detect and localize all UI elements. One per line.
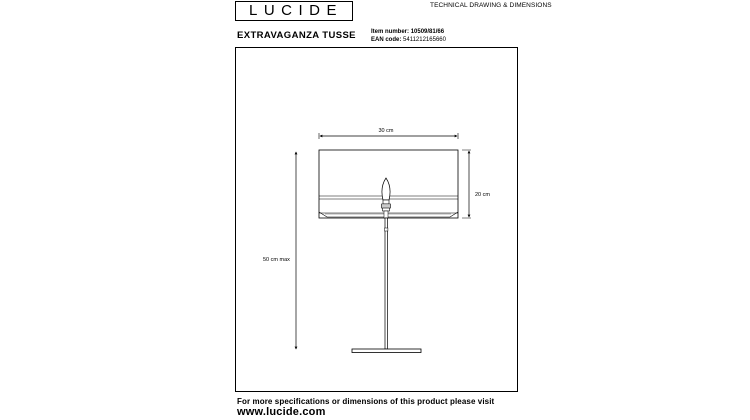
total-height-dimension — [263, 152, 296, 349]
ean-label: EAN code: — [371, 37, 402, 43]
item-number-value: 10509/81/66 — [410, 29, 445, 35]
item-number-label: Item number: — [371, 29, 410, 35]
ean-code-line — [371, 37, 446, 43]
document-type: TECHNICAL DRAWING & DIMENSIONS — [430, 2, 552, 9]
technical-drawing — [235, 47, 518, 392]
width-label: 30 cm — [378, 128, 394, 134]
product-name: EXTRAVAGANZA TUSSE — [237, 30, 356, 41]
ean-value: 5411212165660 — [403, 37, 446, 43]
website-link[interactable]: www.lucide.com — [237, 406, 326, 418]
total-height-label: 50 cm max — [263, 257, 290, 263]
footer-note: For more specifications or dimensions of this product please visit — [237, 397, 495, 406]
width-dimension — [319, 128, 458, 139]
shade-height-dimension — [462, 150, 490, 218]
lamp-base — [352, 349, 421, 353]
shade-height-label: 20 cm — [475, 192, 490, 198]
lamp-stem — [385, 218, 388, 349]
item-number-line — [371, 29, 444, 35]
brand-logo: LUCIDE — [248, 2, 343, 19]
